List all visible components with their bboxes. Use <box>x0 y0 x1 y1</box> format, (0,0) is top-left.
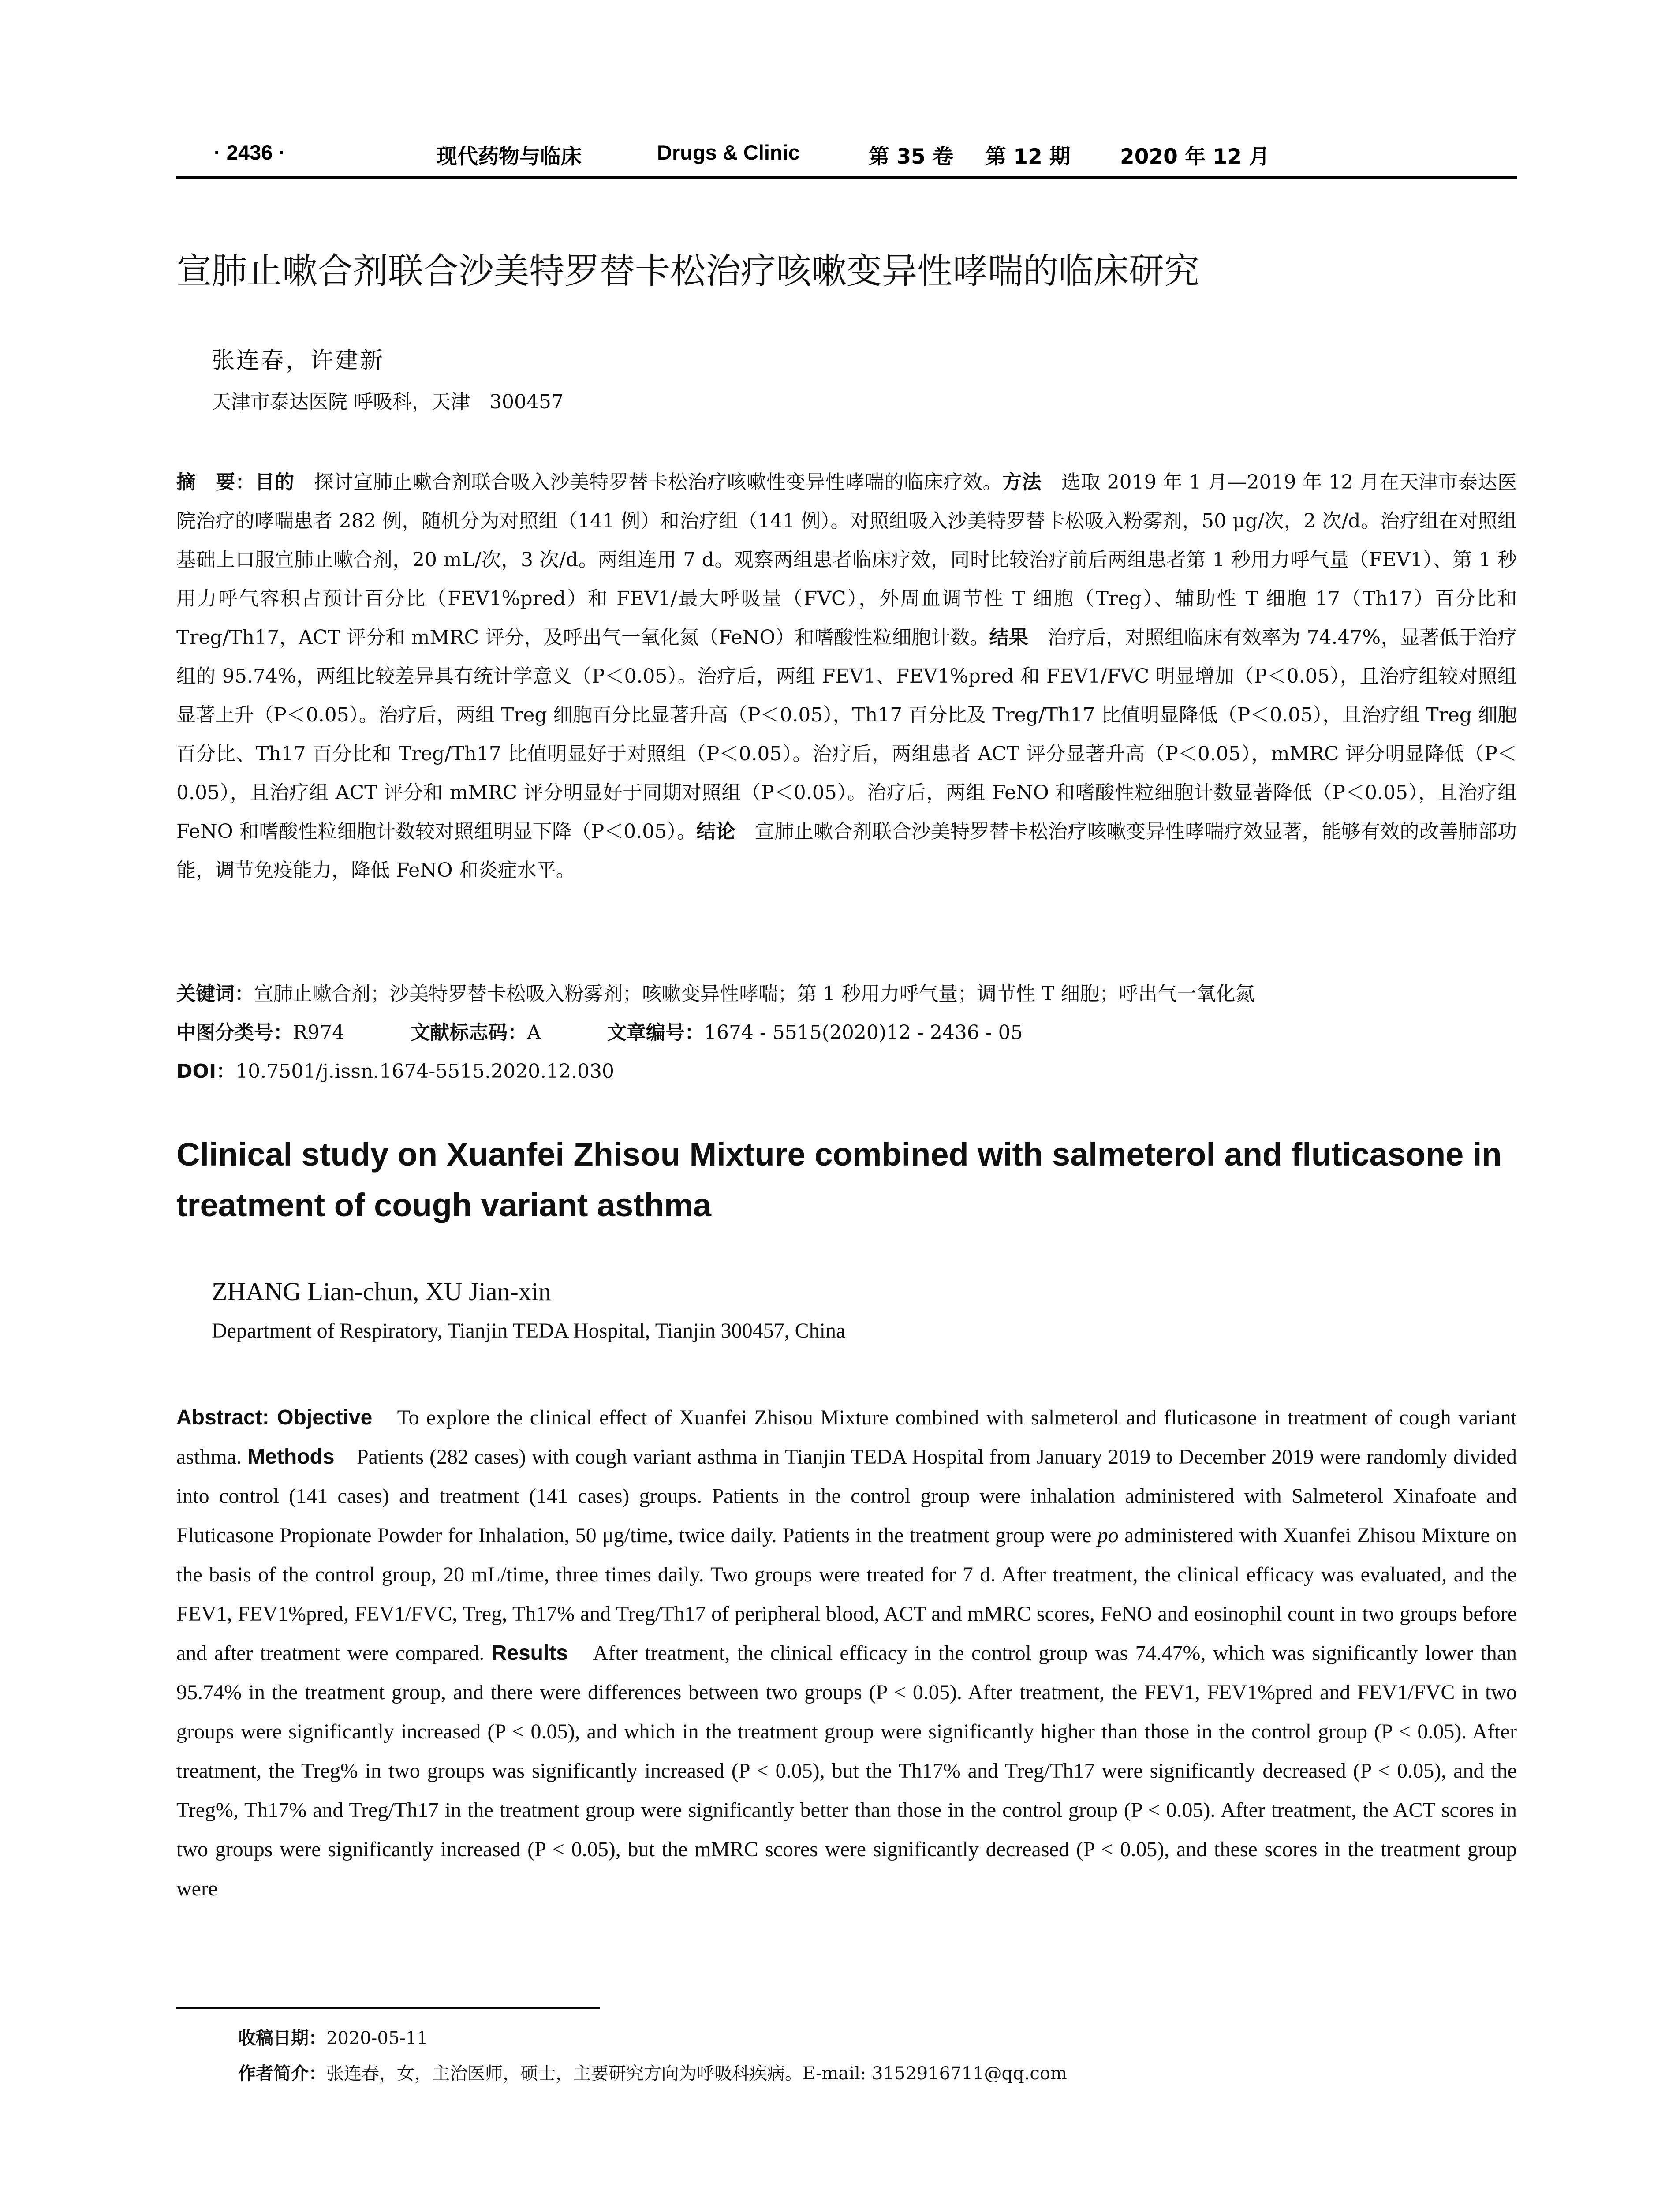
keywords-zh <box>176 975 1517 1013</box>
volume: 第 35 卷 <box>869 145 954 169</box>
objective-label-zh: 目的 <box>255 471 295 493</box>
classification-line <box>176 1013 1517 1052</box>
methods-en-po: po <box>1097 1524 1119 1547</box>
results-label-zh: 结果 <box>989 626 1028 649</box>
page-number: · 2436 · <box>214 141 285 164</box>
objective-en: To explore the clinical effect of Xuanfei Zhisou Mixture combined with salmeterol and fluticasone in treatment of cough variant asthma. <box>176 1406 1517 1469</box>
title-en: Clinical study on Xuanfei Zhisou Mixture combined with salmeterol and fluticasone in treatment of cough variant asthma <box>176 1136 1502 1223</box>
authors-en: ZHANG Lian-chun, XU Jian-xin <box>212 1277 551 1306</box>
journal-name-en: Drugs & Clinic <box>657 141 800 164</box>
footnote-received <box>238 2024 428 2049</box>
clc-label: 中图分类号： <box>176 1021 293 1044</box>
affiliation-en: Department of Respiratory, Tianjin TEDA Hospital, Tianjin 300457, China <box>212 1319 846 1342</box>
authors-zh: 张连春，许建新 <box>212 348 385 374</box>
keywords-list-zh: 宣肺止嗽合剂；沙美特罗替卡松吸入粉雾剂；咳嗽变异性哮喘；第 1 秒用力呼气量；调节性 T 细胞；呼出气一氧化氮 <box>254 983 1255 1005</box>
results-zh: 治疗后，对照组临床有效率为 74.47%，显著低于治疗组的 95.74%，两组比较差异具有统计学意义（P＜0.05）。治疗后，两组 FEV1、FEV1%pred 和 FEV1/FVC 明显增加（P＜0.05），且治疗组较对照组显著上升（P＜0.05）。治疗后，两组 Treg 细胞百分比显著升高（P＜0.05），Th17 百分比及 Treg/Th17 比值明显降低（P＜0.05），且治疗组 Treg 细胞百分比、Th17 百分比和 Treg/Th17 比值明显好于对照组（P＜0.05）。治疗后，两组患者 ACT 评分显著升高（P＜0.05），mMRC 评分明显降低（P＜0.05），且治疗组 ACT 评分和 mMRC 评分明显好于同期对照组（P＜0.05）。治疗后，两组 FeNO 和嗜酸性粒细胞计数显著降低（P＜0.05），且治疗组 FeNO 和嗜酸性粒细胞计数较对照组明显下降（P＜0.05）。 <box>176 626 1517 843</box>
journal-name-zh: 现代药物与临床 <box>437 145 582 169</box>
abstract-label-zh: 摘 要： <box>176 471 255 493</box>
abstract-zh <box>176 463 1517 890</box>
results-label-en: Results <box>491 1641 568 1665</box>
doi-line <box>176 1052 1517 1091</box>
affiliation-zh: 天津市泰达医院 呼吸科，天津 300457 <box>212 391 564 413</box>
objective-zh: 探讨宣肺止嗽合剂联合吸入沙美特罗替卡松治疗咳嗽性变异性哮喘的临床疗效。 <box>294 471 1003 493</box>
author-bio: 张连春，女，主治医师，硕士，主要研究方向为呼吸科疾病。E-mail: 3152916711@qq.com <box>326 2063 1067 2084</box>
footnote-author <box>238 2059 1067 2085</box>
methods-label-zh: 方法 <box>1002 471 1042 493</box>
clc-value: R974 <box>293 1021 345 1044</box>
doi-value: 10.7501/j.issn.1674-5515.2020.12.030 <box>235 1060 614 1083</box>
header-rule <box>176 176 1517 179</box>
methods-en-part1: Patients (282 cases) with cough variant asthma in Tianjin TEDA Hospital from January 2019 to December 2019 were randomly divided into control (141 cases) and treatment (141 cases) groups. Patients in the control group were inhalation administered with Salmeterol Xinafoate and Fluticasone Propionate Powder for Inhalation, 50 μg/time, twice daily. Patients in the treatment group were <box>176 1445 1517 1547</box>
abstract-label-en: Abstract: Objective <box>176 1406 373 1429</box>
received-label: 收稿日期： <box>238 2028 326 2048</box>
methods-zh: 选取 2019 年 1 月—2019 年 12 月在天津市泰达医院治疗的哮喘患者 282 例，随机分为对照组（141 例）和治疗组（141 例）。对照组吸入沙美特罗替卡松吸入粉雾剂，50 μg/次，2 次/d。治疗组在对照组基础上口服宣肺止嗽合剂，20 mL/次，3 次/d。两组连用 7 d。观察两组患者临床疗效，同时比较治疗前后两组患者第 1 秒用力呼气量（FEV1）、第 1 秒用力呼气容积占预计百分比（FEV1%pred）和 FEV1/最大呼吸量（FVC），外周血调节性 T 细胞（Treg）、辅助性 T 细胞 17（Th17）百分比和 Treg/Th17，ACT 评分和 mMRC 评分，及呼出气一氧化氮（FeNO）和嗜酸性粒细胞计数。 <box>176 471 1517 649</box>
doi-label: DOI： <box>176 1060 236 1083</box>
received-date: 2020-05-11 <box>326 2028 428 2048</box>
title-zh: 宣肺止嗽合剂联合沙美特罗替卡松治疗咳嗽变异性哮喘的临床研究 <box>176 250 1199 292</box>
doccode-label: 文献标志码： <box>411 1021 527 1044</box>
methods-label-en: Methods <box>247 1445 335 1469</box>
author-bio-label: 作者简介： <box>238 2063 326 2084</box>
articleno-value: 1674 - 5515(2020)12 - 2436 - 05 <box>704 1021 1023 1044</box>
keywords-label-zh: 关键词： <box>176 983 254 1005</box>
articleno-label: 文章编号： <box>607 1021 704 1044</box>
running-header <box>176 140 1517 171</box>
doccode-value: A <box>527 1021 541 1044</box>
issue: 第 12 期 <box>986 145 1071 169</box>
abstract-en <box>176 1398 1517 1908</box>
conclusion-zh: 宣肺止嗽合剂联合沙美特罗替卡松治疗咳嗽变异性哮喘疗效显著，能够有效的改善肺部功能，调节免疫能力，降低 FeNO 和炎症水平。 <box>176 820 1517 882</box>
conclusion-label-zh: 结论 <box>696 820 735 843</box>
results-en: After treatment, the clinical efficacy in the control group was 74.47%, which was significantly lower than 95.74% in the treatment group, and there were differences between two groups (P < 0.05). After treatment, the FEV1, FEV1%pred and FEV1/FVC in two groups were significantly increased (P < 0.05), and which in the treatment group were significantly higher than those in the control group (P < 0.05). After treatment, the Treg% in two groups was significantly increased (P < 0.05), but the Th17% and Treg/Th17 were significantly decreased (P < 0.05), and the Treg%, Th17% and Treg/Th17 in the treatment group were significantly better than those in the control group (P < 0.05). After treatment, the ACT scores in two groups were significantly increased (P < 0.05), but the mMRC scores were significantly decreased (P < 0.05), and these scores in the treatment group were <box>176 1641 1517 1900</box>
footnote-rule <box>176 2007 600 2009</box>
methods-en-part2: administered with Xuanfei Zhisou Mixture on the basis of the control group, 20 mL/time, three times daily. Two groups were treated for 7 d. After treatment, the clinical efficacy was evaluated, and the FEV1, FEV1%pred, FEV1/FVC, Treg, Th17% and Treg/Th17 of peripheral blood, ACT and mMRC scores, FeNO and eosinophil count in two groups before and after treatment were compared. <box>176 1524 1517 1665</box>
issue-date: 2020 年 12 月 <box>1120 145 1270 169</box>
